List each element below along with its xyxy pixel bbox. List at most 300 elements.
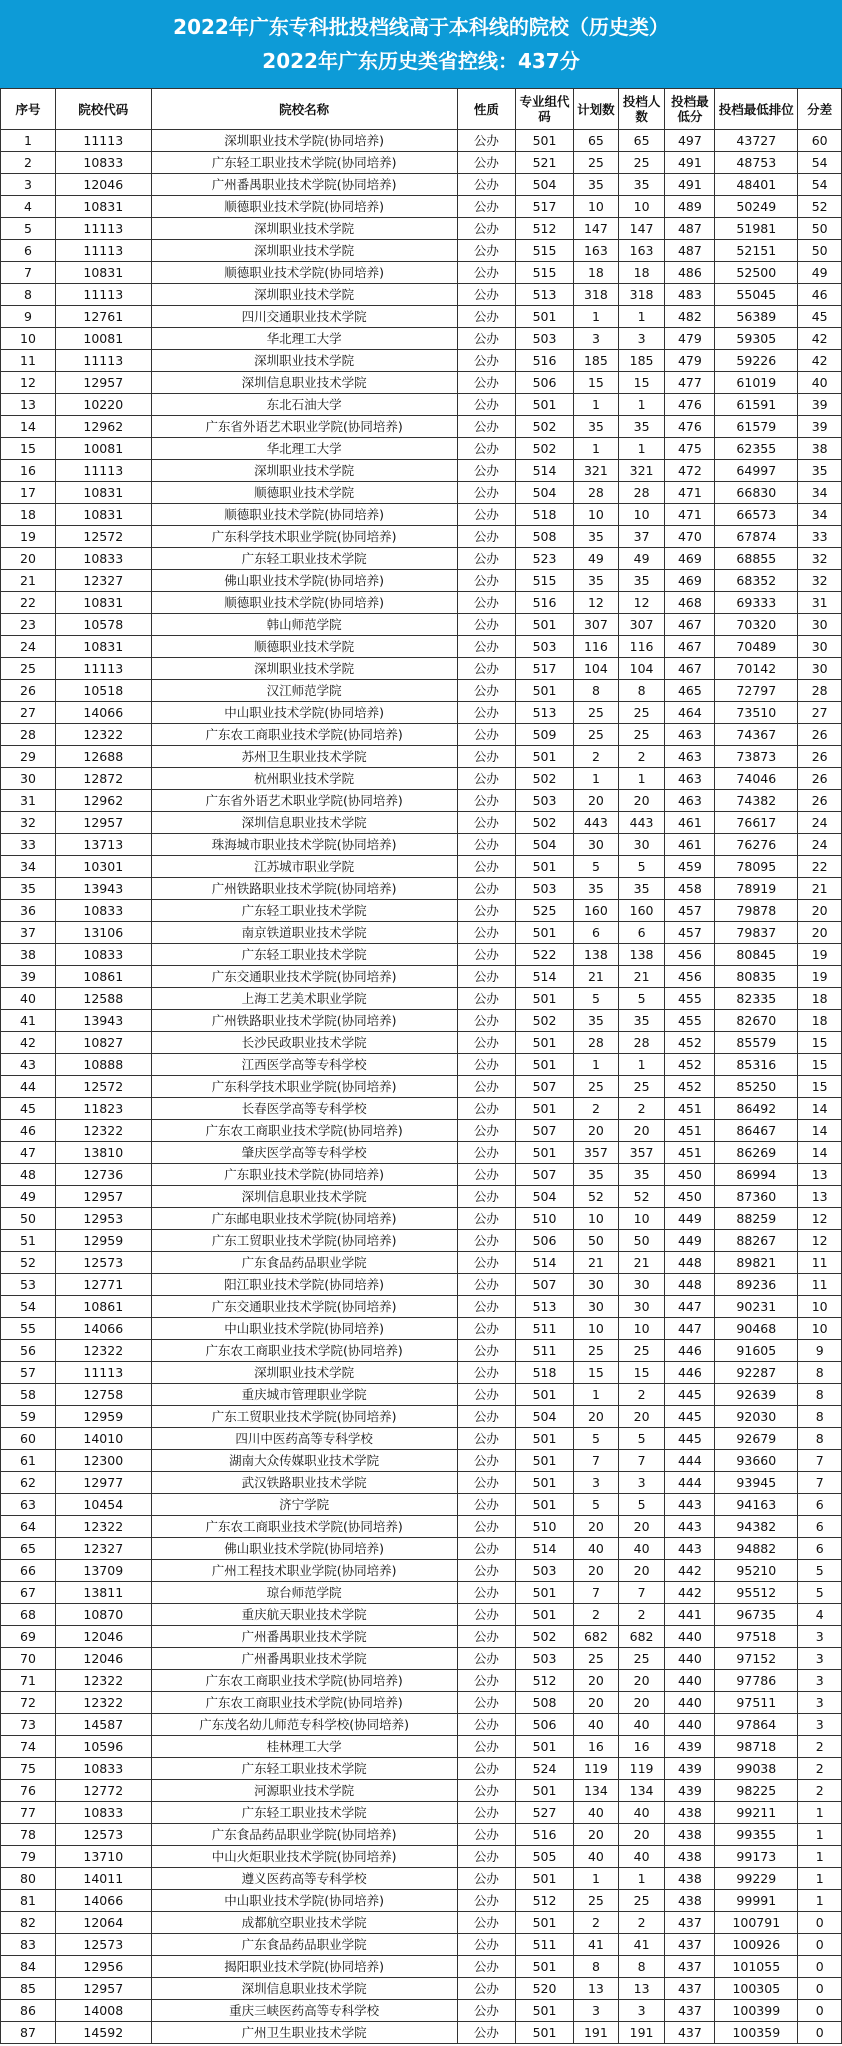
- cell-school-name: 长沙民政职业技术学院: [151, 1032, 457, 1054]
- cell-school-name: 广东农工商职业技术学院(协同培养): [151, 1692, 457, 1714]
- table-row: [1, 1186, 842, 1208]
- cell-plan: 35: [574, 1164, 619, 1186]
- cell-score-diff: 3: [798, 1714, 842, 1736]
- cell-score-diff: 2: [798, 1758, 842, 1780]
- cell-seq: 12: [1, 372, 56, 394]
- cell-school-name: 杭州职业技术学院: [151, 768, 457, 790]
- header-group-code: 专业组代码: [515, 89, 573, 130]
- cell-group-code: 501: [515, 680, 573, 702]
- cell-score-diff: 11: [798, 1252, 842, 1274]
- table-row: [1, 790, 842, 812]
- cell-plan: 25: [574, 724, 619, 746]
- cell-seq: 75: [1, 1758, 56, 1780]
- cell-nature: 公办: [457, 922, 515, 944]
- table-row: [1, 1428, 842, 1450]
- cell-school-name: 深圳职业技术学院: [151, 1362, 457, 1384]
- cell-school-name: 华北理工大学: [151, 438, 457, 460]
- cell-seq: 61: [1, 1450, 56, 1472]
- cell-nature: 公办: [457, 1516, 515, 1538]
- cell-group-code: 502: [515, 416, 573, 438]
- cell-school-code: 12771: [56, 1274, 152, 1296]
- table-row: [1, 394, 842, 416]
- cell-plan: 25: [574, 1648, 619, 1670]
- cell-school-name: 顺德职业技术学院: [151, 636, 457, 658]
- cell-min-score: 440: [665, 1714, 715, 1736]
- cell-school-code: 12736: [56, 1164, 152, 1186]
- cell-school-name: 深圳信息职业技术学院: [151, 812, 457, 834]
- cell-min-score: 463: [665, 746, 715, 768]
- cell-group-code: 518: [515, 1362, 573, 1384]
- cell-plan: 40: [574, 1846, 619, 1868]
- cell-group-code: 503: [515, 1560, 573, 1582]
- cell-plan: 52: [574, 1186, 619, 1208]
- table-row: [1, 1758, 842, 1780]
- cell-plan: 682: [574, 1626, 619, 1648]
- cell-min-score: 439: [665, 1736, 715, 1758]
- cell-score-diff: 12: [798, 1208, 842, 1230]
- table-row: [1, 1670, 842, 1692]
- cell-plan: 25: [574, 1890, 619, 1912]
- cell-admitted: 138: [618, 944, 665, 966]
- cell-seq: 4: [1, 196, 56, 218]
- cell-school-code: 12046: [56, 174, 152, 196]
- cell-admitted: 25: [618, 702, 665, 724]
- cell-min-score: 450: [665, 1164, 715, 1186]
- cell-seq: 39: [1, 966, 56, 988]
- cell-group-code: 501: [515, 988, 573, 1010]
- cell-seq: 22: [1, 592, 56, 614]
- cell-admitted: 20: [618, 1560, 665, 1582]
- cell-group-code: 501: [515, 856, 573, 878]
- cell-school-name: 琼台师范学院: [151, 1582, 457, 1604]
- cell-nature: 公办: [457, 768, 515, 790]
- cell-seq: 51: [1, 1230, 56, 1252]
- cell-group-code: 512: [515, 1890, 573, 1912]
- cell-plan: 1: [574, 1054, 619, 1076]
- cell-score-diff: 34: [798, 504, 842, 526]
- cell-admitted: 3: [618, 328, 665, 350]
- cell-school-code: 10831: [56, 504, 152, 526]
- cell-seq: 69: [1, 1626, 56, 1648]
- cell-school-code: 12957: [56, 812, 152, 834]
- cell-min-rank: 95210: [715, 1560, 798, 1582]
- cell-plan: 40: [574, 1538, 619, 1560]
- cell-admitted: 318: [618, 284, 665, 306]
- cell-score-diff: 20: [798, 922, 842, 944]
- cell-group-code: 502: [515, 768, 573, 790]
- cell-seq: 32: [1, 812, 56, 834]
- cell-group-code: 524: [515, 1758, 573, 1780]
- cell-min-rank: 79878: [715, 900, 798, 922]
- table-row: [1, 1714, 842, 1736]
- cell-min-score: 463: [665, 790, 715, 812]
- cell-seq: 68: [1, 1604, 56, 1626]
- cell-admitted: 8: [618, 680, 665, 702]
- cell-min-score: 438: [665, 1890, 715, 1912]
- table-row: [1, 570, 842, 592]
- cell-nature: 公办: [457, 1780, 515, 1802]
- cell-min-rank: 43727: [715, 130, 798, 152]
- cell-score-diff: 20: [798, 900, 842, 922]
- cell-school-code: 12761: [56, 306, 152, 328]
- cell-min-score: 476: [665, 394, 715, 416]
- cell-nature: 公办: [457, 1538, 515, 1560]
- cell-school-code: 11113: [56, 658, 152, 680]
- cell-school-name: 广东轻工职业技术学院: [151, 944, 457, 966]
- cell-group-code: 503: [515, 790, 573, 812]
- cell-school-code: 12322: [56, 1516, 152, 1538]
- cell-min-score: 451: [665, 1120, 715, 1142]
- cell-nature: 公办: [457, 1340, 515, 1362]
- cell-nature: 公办: [457, 790, 515, 812]
- cell-admitted: 20: [618, 1824, 665, 1846]
- cell-plan: 5: [574, 1494, 619, 1516]
- cell-school-name: 东北石油大学: [151, 394, 457, 416]
- table-row: [1, 1824, 842, 1846]
- cell-group-code: 501: [515, 1032, 573, 1054]
- cell-seq: 28: [1, 724, 56, 746]
- table-row: [1, 768, 842, 790]
- cell-school-name: 广东交通职业技术学院(协同培养): [151, 1296, 457, 1318]
- cell-group-code: 505: [515, 1846, 573, 1868]
- cell-school-code: 10220: [56, 394, 152, 416]
- cell-school-name: 济宁学院: [151, 1494, 457, 1516]
- cell-school-name: 广州卫生职业技术学院: [151, 2022, 457, 2044]
- cell-min-rank: 68855: [715, 548, 798, 570]
- cell-school-code: 10833: [56, 944, 152, 966]
- cell-group-code: 501: [515, 130, 573, 152]
- cell-group-code: 515: [515, 570, 573, 592]
- cell-admitted: 40: [618, 1846, 665, 1868]
- sheet-subtitle: 2022年广东历史类省控线：437分: [262, 49, 580, 73]
- cell-min-score: 476: [665, 416, 715, 438]
- table-row: [1, 2022, 842, 2044]
- cell-seq: 23: [1, 614, 56, 636]
- cell-admitted: 16: [618, 1736, 665, 1758]
- cell-school-name: 阳江职业技术学院(协同培养): [151, 1274, 457, 1296]
- cell-group-code: 501: [515, 394, 573, 416]
- cell-group-code: 506: [515, 1714, 573, 1736]
- cell-min-score: 467: [665, 636, 715, 658]
- cell-min-rank: 98718: [715, 1736, 798, 1758]
- table-row: [1, 834, 842, 856]
- cell-admitted: 35: [618, 570, 665, 592]
- cell-nature: 公办: [457, 1604, 515, 1626]
- cell-school-code: 12962: [56, 790, 152, 812]
- cell-school-code: 12300: [56, 1450, 152, 1472]
- cell-min-rank: 85316: [715, 1054, 798, 1076]
- cell-seq: 58: [1, 1384, 56, 1406]
- cell-min-rank: 99211: [715, 1802, 798, 1824]
- cell-nature: 公办: [457, 1582, 515, 1604]
- cell-nature: 公办: [457, 1758, 515, 1780]
- cell-score-diff: 14: [798, 1120, 842, 1142]
- cell-score-diff: 7: [798, 1450, 842, 1472]
- cell-score-diff: 8: [798, 1428, 842, 1450]
- cell-seq: 55: [1, 1318, 56, 1340]
- cell-min-score: 440: [665, 1670, 715, 1692]
- cell-school-code: 12957: [56, 1186, 152, 1208]
- table-row: [1, 966, 842, 988]
- cell-score-diff: 6: [798, 1538, 842, 1560]
- cell-score-diff: 28: [798, 680, 842, 702]
- cell-school-code: 10861: [56, 966, 152, 988]
- cell-school-code: 10301: [56, 856, 152, 878]
- table-row: [1, 1010, 842, 1032]
- cell-seq: 67: [1, 1582, 56, 1604]
- table-row: [1, 218, 842, 240]
- cell-min-score: 442: [665, 1582, 715, 1604]
- cell-plan: 20: [574, 1670, 619, 1692]
- cell-school-code: 13943: [56, 1010, 152, 1032]
- cell-group-code: 504: [515, 174, 573, 196]
- cell-plan: 8: [574, 680, 619, 702]
- table-row: [1, 1340, 842, 1362]
- cell-min-score: 438: [665, 1846, 715, 1868]
- cell-school-code: 12957: [56, 1978, 152, 2000]
- cell-seq: 24: [1, 636, 56, 658]
- cell-nature: 公办: [457, 1274, 515, 1296]
- cell-min-score: 440: [665, 1692, 715, 1714]
- cell-group-code: 515: [515, 240, 573, 262]
- cell-min-score: 452: [665, 1032, 715, 1054]
- cell-plan: 10: [574, 196, 619, 218]
- cell-group-code: 506: [515, 1230, 573, 1252]
- cell-admitted: 8: [618, 1956, 665, 1978]
- cell-min-rank: 79837: [715, 922, 798, 944]
- cell-plan: 20: [574, 1516, 619, 1538]
- cell-school-name: 广州番禺职业技术学院: [151, 1648, 457, 1670]
- cell-plan: 185: [574, 350, 619, 372]
- cell-min-score: 479: [665, 350, 715, 372]
- cell-admitted: 682: [618, 1626, 665, 1648]
- cell-seq: 17: [1, 482, 56, 504]
- cell-school-code: 11113: [56, 284, 152, 306]
- cell-plan: 30: [574, 1296, 619, 1318]
- cell-school-name: 深圳信息职业技术学院: [151, 372, 457, 394]
- cell-nature: 公办: [457, 988, 515, 1010]
- cell-admitted: 25: [618, 1076, 665, 1098]
- cell-school-code: 12688: [56, 746, 152, 768]
- cell-score-diff: 45: [798, 306, 842, 328]
- cell-min-score: 470: [665, 526, 715, 548]
- cell-min-rank: 99173: [715, 1846, 798, 1868]
- cell-score-diff: 5: [798, 1582, 842, 1604]
- cell-school-name: 深圳信息职业技术学院: [151, 1978, 457, 2000]
- cell-score-diff: 1: [798, 1846, 842, 1868]
- cell-min-rank: 95512: [715, 1582, 798, 1604]
- cell-nature: 公办: [457, 1252, 515, 1274]
- cell-min-score: 479: [665, 328, 715, 350]
- cell-seq: 83: [1, 1934, 56, 1956]
- cell-admitted: 12: [618, 592, 665, 614]
- cell-school-code: 12572: [56, 1076, 152, 1098]
- cell-school-name: 广东轻工职业技术学院(协同培养): [151, 152, 457, 174]
- cell-plan: 12: [574, 592, 619, 614]
- table-row: [1, 1450, 842, 1472]
- cell-min-score: 441: [665, 1604, 715, 1626]
- cell-nature: 公办: [457, 1890, 515, 1912]
- cell-min-rank: 50249: [715, 196, 798, 218]
- cell-nature: 公办: [457, 1560, 515, 1582]
- cell-min-score: 439: [665, 1780, 715, 1802]
- table-row: [1, 152, 842, 174]
- cell-school-code: 12572: [56, 526, 152, 548]
- cell-school-name: 广东食品药品职业学院: [151, 1252, 457, 1274]
- cell-score-diff: 1: [798, 1890, 842, 1912]
- table-row: [1, 460, 842, 482]
- cell-plan: 116: [574, 636, 619, 658]
- cell-group-code: 501: [515, 1494, 573, 1516]
- cell-min-score: 469: [665, 548, 715, 570]
- cell-admitted: 160: [618, 900, 665, 922]
- cell-seq: 11: [1, 350, 56, 372]
- cell-school-name: 顺德职业技术学院(协同培养): [151, 262, 457, 284]
- cell-admitted: 3: [618, 1472, 665, 1494]
- cell-min-score: 437: [665, 1956, 715, 1978]
- cell-school-code: 10833: [56, 548, 152, 570]
- cell-admitted: 35: [618, 1010, 665, 1032]
- cell-school-code: 12959: [56, 1230, 152, 1252]
- cell-school-code: 10861: [56, 1296, 152, 1318]
- cell-score-diff: 1: [798, 1824, 842, 1846]
- cell-plan: 1: [574, 1384, 619, 1406]
- cell-seq: 84: [1, 1956, 56, 1978]
- cell-min-score: 456: [665, 944, 715, 966]
- cell-plan: 147: [574, 218, 619, 240]
- cell-school-code: 13810: [56, 1142, 152, 1164]
- cell-score-diff: 11: [798, 1274, 842, 1296]
- cell-school-name: 广东轻工职业技术学院: [151, 1758, 457, 1780]
- cell-plan: 160: [574, 900, 619, 922]
- cell-admitted: 443: [618, 812, 665, 834]
- cell-min-rank: 74382: [715, 790, 798, 812]
- cell-group-code: 503: [515, 328, 573, 350]
- cell-school-code: 10081: [56, 328, 152, 350]
- cell-school-code: 11113: [56, 460, 152, 482]
- cell-group-code: 501: [515, 306, 573, 328]
- table-row: [1, 900, 842, 922]
- cell-min-rank: 78095: [715, 856, 798, 878]
- table-row: [1, 1406, 842, 1428]
- cell-admitted: 25: [618, 1890, 665, 1912]
- cell-seq: 87: [1, 2022, 56, 2044]
- cell-school-name: 广东邮电职业技术学院(协同培养): [151, 1208, 457, 1230]
- cell-group-code: 501: [515, 746, 573, 768]
- table-row: [1, 1164, 842, 1186]
- cell-school-name: 深圳职业技术学院: [151, 284, 457, 306]
- cell-seq: 77: [1, 1802, 56, 1824]
- table-row: [1, 1120, 842, 1142]
- cell-admitted: 30: [618, 1296, 665, 1318]
- cell-admitted: 15: [618, 1362, 665, 1384]
- cell-school-name: 深圳职业技术学院(协同培养): [151, 130, 457, 152]
- cell-admitted: 20: [618, 1692, 665, 1714]
- cell-min-rank: 67874: [715, 526, 798, 548]
- cell-nature: 公办: [457, 592, 515, 614]
- cell-plan: 2: [574, 746, 619, 768]
- cell-admitted: 5: [618, 988, 665, 1010]
- cell-score-diff: 34: [798, 482, 842, 504]
- cell-min-score: 497: [665, 130, 715, 152]
- cell-score-diff: 24: [798, 834, 842, 856]
- cell-nature: 公办: [457, 1978, 515, 2000]
- table-row: [1, 988, 842, 1010]
- cell-nature: 公办: [457, 1428, 515, 1450]
- table-row: [1, 1384, 842, 1406]
- cell-admitted: 185: [618, 350, 665, 372]
- cell-school-code: 13709: [56, 1560, 152, 1582]
- cell-score-diff: 3: [798, 1648, 842, 1670]
- cell-min-rank: 70320: [715, 614, 798, 636]
- cell-seq: 85: [1, 1978, 56, 2000]
- cell-school-code: 12322: [56, 1120, 152, 1142]
- cell-nature: 公办: [457, 548, 515, 570]
- cell-score-diff: 39: [798, 416, 842, 438]
- cell-score-diff: 39: [798, 394, 842, 416]
- cell-group-code: 511: [515, 1340, 573, 1362]
- table-row: [1, 1274, 842, 1296]
- cell-admitted: 50: [618, 1230, 665, 1252]
- table-row: [1, 1296, 842, 1318]
- cell-plan: 21: [574, 966, 619, 988]
- cell-admitted: 30: [618, 834, 665, 856]
- cell-nature: 公办: [457, 1164, 515, 1186]
- cell-min-rank: 99229: [715, 1868, 798, 1890]
- cell-score-diff: 30: [798, 658, 842, 680]
- cell-school-name: 韩山师范学院: [151, 614, 457, 636]
- cell-seq: 64: [1, 1516, 56, 1538]
- cell-school-code: 10081: [56, 438, 152, 460]
- cell-seq: 66: [1, 1560, 56, 1582]
- cell-plan: 20: [574, 790, 619, 812]
- cell-school-name: 广东科学技术职业学院(协同培养): [151, 526, 457, 548]
- cell-plan: 1: [574, 1868, 619, 1890]
- cell-plan: 15: [574, 372, 619, 394]
- cell-school-name: 广东轻工职业技术学院: [151, 1802, 457, 1824]
- cell-min-rank: 87360: [715, 1186, 798, 1208]
- cell-score-diff: 52: [798, 196, 842, 218]
- cell-min-rank: 62355: [715, 438, 798, 460]
- cell-min-score: 465: [665, 680, 715, 702]
- cell-min-rank: 59305: [715, 328, 798, 350]
- cell-group-code: 501: [515, 614, 573, 636]
- cell-plan: 35: [574, 1010, 619, 1032]
- cell-admitted: 1: [618, 438, 665, 460]
- cell-nature: 公办: [457, 1472, 515, 1494]
- cell-school-code: 11113: [56, 218, 152, 240]
- cell-min-rank: 66830: [715, 482, 798, 504]
- cell-group-code: 514: [515, 1252, 573, 1274]
- cell-plan: 16: [574, 1736, 619, 1758]
- cell-min-score: 456: [665, 966, 715, 988]
- cell-min-rank: 61019: [715, 372, 798, 394]
- cell-seq: 86: [1, 2000, 56, 2022]
- cell-school-code: 12758: [56, 1384, 152, 1406]
- cell-plan: 20: [574, 1406, 619, 1428]
- cell-nature: 公办: [457, 1670, 515, 1692]
- cell-min-score: 445: [665, 1406, 715, 1428]
- cell-min-score: 463: [665, 724, 715, 746]
- header-seq: 序号: [1, 89, 56, 130]
- cell-nature: 公办: [457, 284, 515, 306]
- cell-min-rank: 69333: [715, 592, 798, 614]
- cell-plan: 49: [574, 548, 619, 570]
- cell-score-diff: 6: [798, 1516, 842, 1538]
- cell-plan: 7: [574, 1582, 619, 1604]
- cell-min-score: 440: [665, 1648, 715, 1670]
- cell-nature: 公办: [457, 306, 515, 328]
